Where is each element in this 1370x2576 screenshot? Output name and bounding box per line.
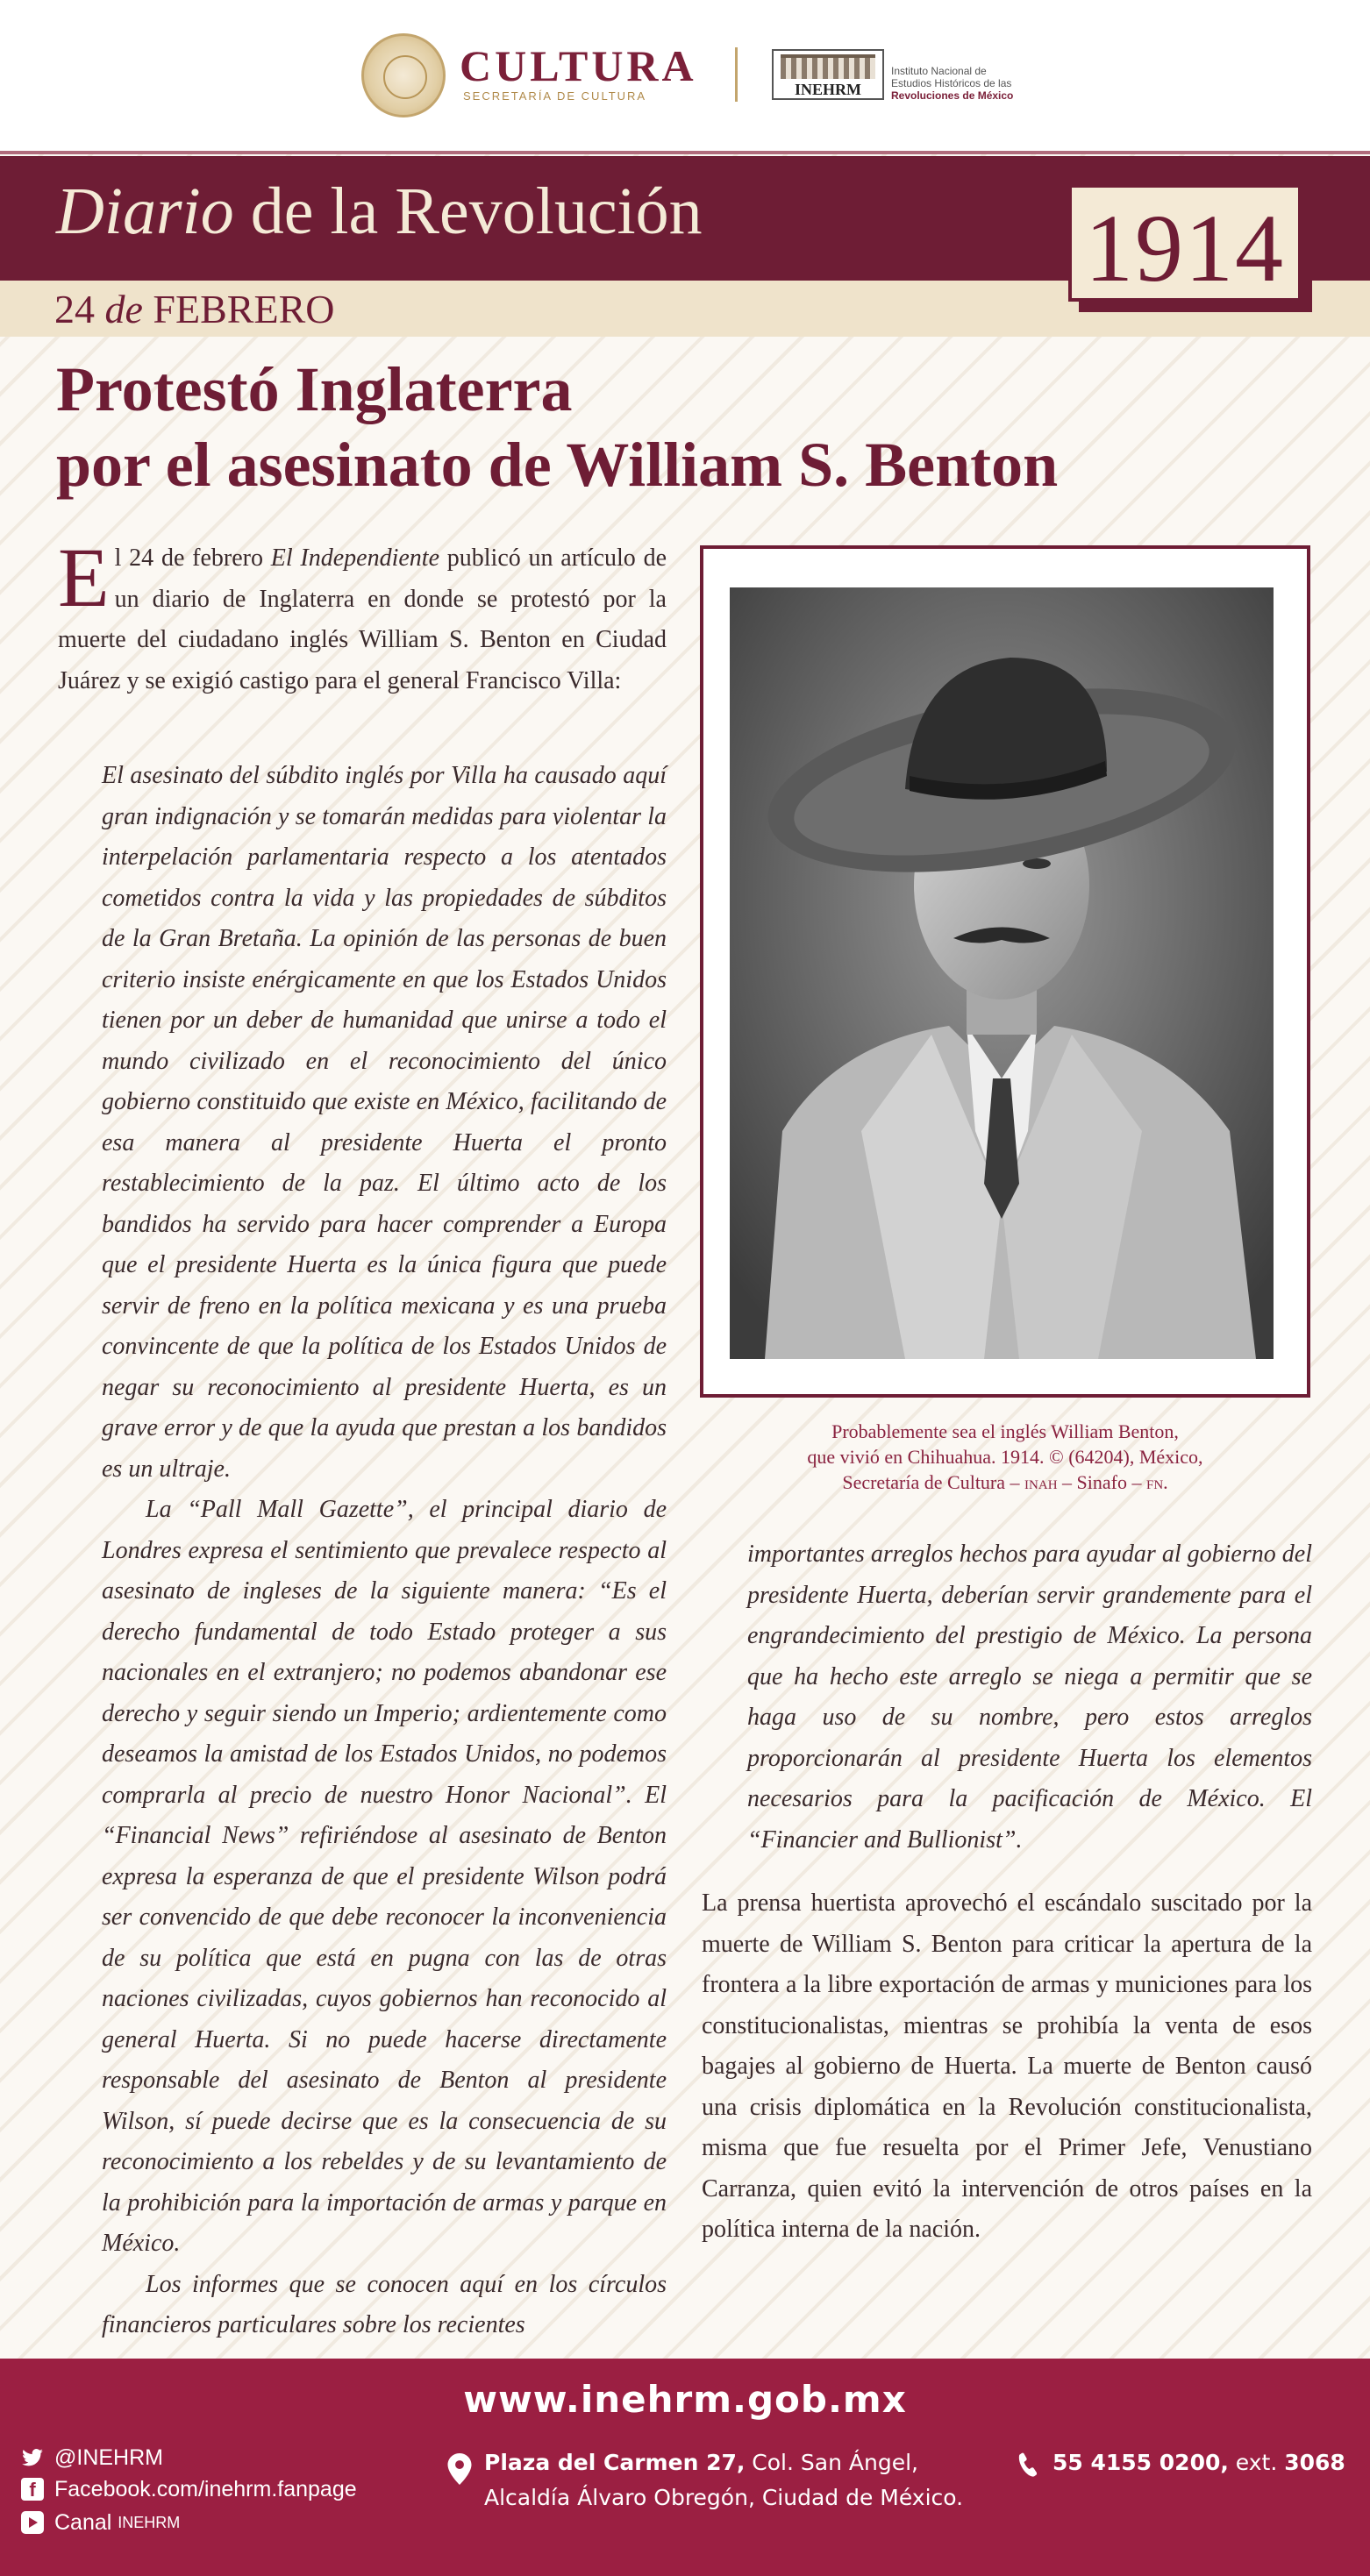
intro-part-2: publicó un artículo de un diario de Inglaterra en donde se protestó por la muerte del ciudadano inglés William S. Benton en Ciudad Juárez y se exigió castigo para el general Francisco Villa: [58, 544, 667, 694]
year-box [1068, 184, 1302, 302]
youtube-link[interactable] [21, 2509, 180, 2539]
inehrm-building-icon [781, 54, 875, 79]
quote-paragraph-3: Los informes que se conocen aquí en los círculos financieros particulares sobre los recientes [102, 2270, 667, 2338]
header-divider [735, 47, 738, 102]
quote-column-right [747, 1534, 1312, 1861]
address-street: Plaza del Carmen 27, [484, 2450, 746, 2475]
photo-caption [709, 1419, 1302, 1495]
date-label [54, 286, 334, 332]
caption-line-3b: – Sinafo – [1057, 1471, 1146, 1493]
location-pin-icon [447, 2453, 472, 2485]
quote-paragraph-1: El asesinato del súbdito inglés por Villa ha causado aquí gran indignación y se tomarán medidas para violentar la interpelación parlamentaria respecto a los atentados cometidos contra la vida y las propiedades de súbditos de la Gran Bretaña. La opinión de las personas de buen criterio insiste enérgicamente en que los Estados Unidos tienen por un deber de humanidad que unirse a todo el mundo civilizado en el reconocimiento del único gobierno constituido que existe en México, facilitando de esa manera al presidente Huerta el pronto restablecimiento de la paz. El último acto de los bandidos ha servido para hacer comprender a Europa que el presidente Huerta es la única figura que puede servir de freno en la política mexicana y es una prueba convincente de que la política de los Estados Unidos de negar su reconocimiento al presidente Huerta, es un grave error y de que la ayuda que prestan a los bandidos es un ultraje. [102, 762, 667, 1483]
cultura-logo-text: CULTURA [460, 41, 697, 90]
drop-cap: E [58, 530, 110, 624]
facebook-url: Facebook.com/inehrm.fanpage [54, 2476, 357, 2501]
phone-number[interactable] [1052, 2450, 1345, 2475]
address-line-1 [484, 2450, 918, 2475]
address-colony: Col. San Ángel, [745, 2450, 918, 2475]
youtube-channel-name: INEHRM [118, 2513, 181, 2531]
phone-ext: 3068 [1284, 2450, 1345, 2475]
caption-inah: inah [1024, 1471, 1058, 1493]
quote-paragraph-continued: importantes arreglos hechos para ayudar al gobierno del presidente Huerta, deberían servir grandemente para el engrandecimiento del prestigio de México. La persona que ha hecho este arreglo se niega a permitir que se haga uso de su nombre, pero estos arreglos proporcionarán al presidente Huerta los elementos necesarios para la pacificación de México. El “Financier and Bullionist”. [747, 1541, 1312, 1854]
top-header [0, 0, 1370, 151]
quote-paragraph-2: La “Pall Mall Gazette”, el principal diario de Londres expresa el sentimiento que prevalece respecto al asesinato de ingleses de la siguiente manera: “Es el derecho fundamental de todo Estado proteger a sus nacionales en el extranjero; no podemos abandonar ese derecho y seguir siendo un Imperio; ardientemente como deseamos la amistad de los Estados Unidos, no podemos comprarla al precio de nuestro Honor Nacional”. El “Financial News” refiriéndose al asesinato de Benton expresa la esperanza de que el presidente Wilson podrá ser convencido de que debe reconocer la inconveniencia de su política que está en pugna con las de otras naciones civilizadas, cuyos gobiernos han reconocido al general Huerta. Si no puede hacerse directamente responsable del asesinato de Benton al presidente Wilson, sí puede decirse que es la consecuencia de su reconocimiento a los rebeldes y de su levantamiento de la prohibición para la importación de armas y parque en México. [102, 1496, 667, 2257]
banner-top-line [0, 151, 1370, 154]
year-text: 1914 [1085, 195, 1285, 302]
cultura-subtitle: SECRETARÍA DE CULTURA [463, 89, 647, 103]
caption-line-3 [709, 1469, 1302, 1495]
phone-ext-label: ext. [1228, 2450, 1285, 2475]
caption-fn: fn [1145, 1471, 1164, 1493]
address-line-2: Alcaldía Álvaro Obregón, Ciudad de México. [484, 2485, 964, 2510]
portrait-photo [730, 587, 1274, 1359]
twitter-link[interactable] [21, 2444, 163, 2474]
youtube-icon [21, 2511, 44, 2534]
banner-title-rest: de la Revolución [233, 174, 703, 248]
website-link[interactable]: www.inehrm.gob.mx [463, 2378, 907, 2421]
phone-icon [1016, 2451, 1038, 2478]
closing-text: La prensa huertista aprovechó el escándalo suscitado por la muerte de William S. Benton para criticar la apertura de la frontera a la libre exportación de armas y municiones para los constitucionalistas, mientras se prohibía la venta de esos bagajes al gobierno de Huerta. La muerte de Benton causó una crisis diplomática en la Revolución constitucionalista, misma que fue resuelta por el Primer Jefe, Venustiano Carranza, quien evitó la intervención de otros países en la política interna de la nación. [702, 1889, 1312, 2243]
phone-main: 55 4155 0200, [1052, 2450, 1229, 2475]
twitter-icon [21, 2446, 44, 2469]
intro-part-1: l 24 de febrero [114, 544, 271, 572]
photo-frame [700, 545, 1310, 1398]
date-day: 24 [54, 287, 95, 331]
inehrm-name-line-1: Instituto Nacional de [891, 65, 987, 77]
inehrm-name-line-3: Revoluciones de México [891, 89, 1014, 102]
newspaper-name: El Independiente [270, 544, 439, 572]
closing-paragraph [702, 1883, 1312, 2251]
banner-title-italic: Diario [56, 174, 234, 248]
caption-line-2: que vivió en Chihuahua. 1914. © (64204), México, [807, 1446, 1203, 1468]
banner-title [56, 174, 703, 250]
cultura-emblem-logo [361, 33, 446, 117]
headline-line-2: por el asesinato de William S. Benton [56, 430, 1059, 500]
headline-line-1: Protestó Inglaterra [56, 354, 573, 424]
date-de: de [104, 287, 143, 331]
inehrm-name-line-2: Estudios Históricos de las [891, 77, 1012, 89]
portrait-illustration [730, 587, 1274, 1359]
quote-column-left [102, 756, 667, 2346]
caption-line-3c: . [1163, 1471, 1168, 1493]
youtube-label: Canal [54, 2509, 118, 2535]
inehrm-logo-text: INEHRM [795, 81, 861, 98]
facebook-link[interactable] [21, 2476, 357, 2506]
date-month: FEBRERO [153, 287, 335, 331]
caption-line-3a: Secretaría de Cultura – [842, 1471, 1025, 1493]
intro-paragraph [58, 530, 667, 701]
caption-line-1: Probablemente sea el inglés William Benton, [831, 1420, 1179, 1442]
inehrm-logo [772, 49, 884, 100]
facebook-icon: f [21, 2478, 44, 2501]
twitter-handle: @INEHRM [54, 2444, 163, 2470]
